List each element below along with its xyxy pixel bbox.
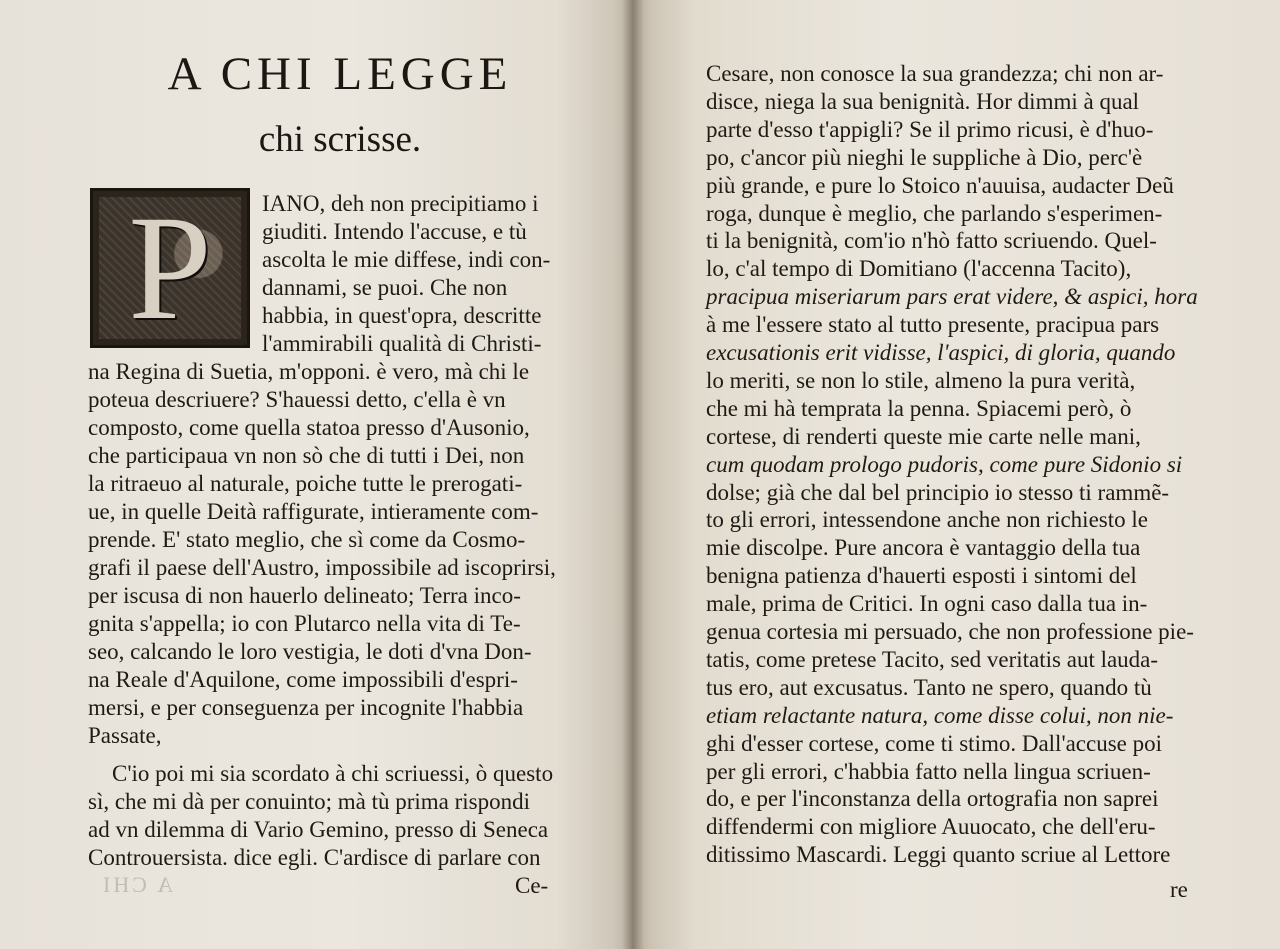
text-line: pracipua miseriarum pars erat videre, & aspici, hora (706, 284, 1198, 310)
text-line: ad vn dilemma di Vario Gemino, presso di Seneca (88, 817, 549, 842)
text-line: Controuersista. dice egli. C'ardisce di parlare con (88, 845, 541, 870)
initial-letter: P (128, 188, 212, 348)
text-line: lo meriti, se non lo stile, almeno la pura verità, (706, 367, 1136, 393)
text-line: ue, in quelle Deità raffigurate, intieramente com- (88, 499, 539, 524)
text-line: Cesare, non conosce la sua grandezza; chi non ar- (706, 61, 1164, 86)
text-line: Passate, (88, 723, 162, 748)
text-line: roga, dunque è meglio, che parlando s'esperimen- (706, 200, 1163, 226)
text-line: diffendermi con migliore Auuocato, che dell'eru- (706, 814, 1156, 840)
text-line: to gli errori, intessendone anche non richiesto le (706, 507, 1148, 533)
catchword: re (1170, 877, 1188, 902)
text-line: la ritraeuo al naturale, poiche tutte le prerogati- (88, 471, 523, 496)
right-page (632, 0, 1280, 949)
text-line: poteua descriuere? S'hauessi detto, c'ella è vn (88, 387, 506, 412)
text-line: sì, che mi dà per conuinto; mà tù prima rispondi (88, 789, 531, 814)
text-line: l'ammirabili qualità di Christi- (262, 331, 542, 356)
text-line: ditissimo Mascardi. Leggi quanto scriue al Lettore (706, 842, 1171, 868)
text-line: IANO, deh non precipitiamo i (262, 191, 539, 216)
text-line: che participaua vn non sò che di tutti i Dei, non (88, 443, 525, 468)
text-line: per iscusa di non hauerlo delineato; Terra inco- (88, 583, 521, 608)
text-line: ascolta le mie diffese, indi con- (262, 247, 551, 272)
text-line: composto, come quella statoa presso d'Ausonio, (88, 415, 530, 440)
text-line: seo, calcando le loro vestigia, le doti d'vna Don- (88, 639, 532, 664)
page-subtitle: chi scrisse. (258, 119, 422, 160)
text-line: gnita s'appella; io con Plutarco nella vita di Te- (88, 611, 521, 636)
show-through-text: A CHI (100, 872, 174, 897)
text-line: na Reale d'Aquilone, come impossibili d'espri- (88, 667, 518, 692)
text-line: ti la benignità, com'io n'hò fatto scriuendo. Quel- (706, 228, 1157, 254)
page-title: A CHI LEGGE (167, 48, 513, 100)
text-line: male, prima de Critici. In ogni caso dalla tua in- (706, 591, 1148, 617)
text-line: cum quodam prologo pudoris, come pure Sidonio si (706, 451, 1183, 477)
text-line: habbia, in quest'opra, descritte (262, 303, 542, 328)
text-line: più grande, e pure lo Stoico n'auuisa, audacter Deũ (706, 172, 1174, 198)
decorated-initial (90, 188, 250, 348)
text-line: na Regina di Suetia, m'opponi. è vero, mà chi le (88, 359, 530, 384)
text-line: tus ero, aut excusatus. Tanto ne spero, quando tù (706, 674, 1152, 700)
text-line: prende. E' stato meglio, che sì come da Cosmo- (88, 527, 526, 552)
text-line: po, c'ancor più nieghi le suppliche à Dio, perc'è (706, 144, 1143, 170)
text-line: genua cortesia mi persuado, che non professione pie- (706, 619, 1194, 644)
text-line: grafi il paese dell'Austro, impossibile ad iscoprirsi, (88, 555, 556, 580)
text-line: cortese, di renderti queste mie carte nelle mani, (706, 423, 1141, 449)
text-line: mersi, e per conseguenza per incognite l'habbia (88, 695, 524, 720)
text-line: giuditi. Intendo l'accuse, e tù (262, 219, 527, 244)
text-line: à me l'essere stato al tutto presente, pracipua pars (706, 312, 1160, 338)
text-line: etiam relactante natura, come disse colui, non nie- (706, 702, 1174, 728)
text-line: benigna patienza d'hauerti esposti i sintomi del (706, 563, 1137, 589)
text-line: dolse; già che dal bel principio io stesso ti rammẽ- (706, 479, 1170, 505)
text-line: ghi d'esser cortese, come ti stimo. Dall'accuse poi (706, 730, 1163, 756)
text-line: tatis, come pretese Tacito, sed veritatis aut lauda- (706, 646, 1159, 672)
book-gutter (622, 0, 644, 949)
text-line: do, e per l'inconstanza della ortografia non saprei (706, 786, 1159, 812)
text-line: che mi hà temprata la penna. Spiacemi però, ò (706, 395, 1132, 421)
catchword: Ce- (515, 873, 549, 898)
text-line: excusationis erit vidisse, l'aspici, di gloria, quando (706, 340, 1176, 365)
text-line: C'io poi mi sia scordato à chi scriuessi, ò questo (112, 761, 554, 786)
left-page (0, 0, 632, 949)
text-line: per gli errori, c'habbia fatto nella lingua scriuen- (706, 758, 1151, 784)
text-line: mie discolpe. Pure ancora è vantaggio della tua (706, 535, 1141, 561)
text-line: disce, niega la sua benignità. Hor dimmi à qual (706, 88, 1140, 114)
text-line: dannami, se puoi. Che non (262, 275, 508, 300)
text-line: parte d'esso t'appigli? Se il primo ricusi, è d'huo- (706, 116, 1154, 142)
text-line: lo, c'al tempo di Domitiano (l'accenna Tacito), (706, 256, 1132, 282)
